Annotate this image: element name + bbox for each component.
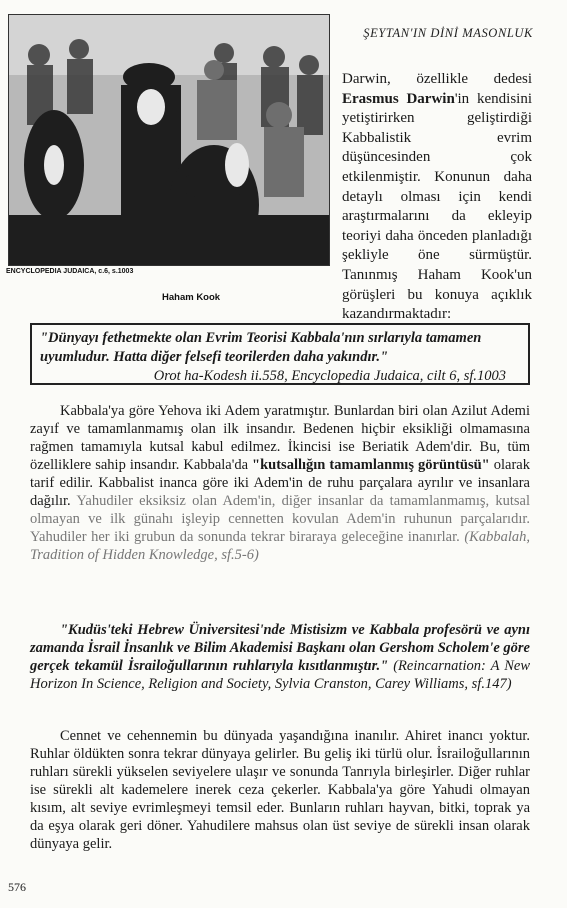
p2-bold: "Kudüs'teki Hebrew Üniversitesi'nde Mistisizm ve Kabbala profesörü ve aynı zamanda İsrail İnsanlık ve Bilim Akademisi Başkanı olan Gershom Scholem'e göre gerçek tekamül İsrailoğullarının ruhlarıyla kısıtlanmıştır." [30,622,530,674]
quote-source: Orot ha-Kodesh ii.558, Encyclopedia Judaica, cilt 6, sf.1003 [153,368,506,384]
side-paragraph [342,70,532,325]
historical-photo [8,14,330,266]
p2-citation: (Reincarnation: A New Horizon In Science, Religion and Society, Sylvia Cranston, Carey Williams, sf.147) [30,658,530,692]
p1-citation: (Kabbalah, Tradition of Hidden Knowledge, sf.5-6) [30,529,531,563]
side-text-part2: 'in kendisini yetiştirirken geliştirdiği Kabbalistik evrim düşüncesinden çok etkilenmiştir. Konunun daha detaylı olması için kendi araştırmalarını da ekleyip teoriyi daha önceden planladığı şekliyle öne sürmüştür. Tanınmış Haham Kook'un görüşleri bu konuya açıklık kazandırmaktadır: [342,90,532,323]
paragraph-3: Cennet ve cehennemin bu dünyada yaşandığına inanılır. Ahiret inancı yoktur. Ruhlar öldükten sonra tekrar dünyaya gelirler. Bu geliş iki türlü olur. İsrailoğullarının ruhları sürekli yükselen seviyelere ulaşır ve sonunda Tanrıyla birleşirler. Diğer ruhlar ise sürekli alt kademelere inerek ceza çekerler. Kabbala'ya göre Yahudi olmayan kısım, alt seviye evrimleşmeyi temsil eder. Bunların ruhları hayvan, bitki, toprak ya da eşya olarak geri döner. Yahudilere mahsus olan üst seviye de sürekli insan olarak dünyaya gelir. [30,728,530,852]
paragraph-2 [30,621,530,693]
side-text-bold: Erasmus Darwin [342,90,455,107]
p1-part1: Kabbala'ya göre Yehova iki Adem yaratmıştır. Bunlardan biri olan Azilut Ademi zayıf ve tamamlanmamış olan ilk insandır. Bedenen hiçbir eksikliği olmamasına rağmen tamamıyla kutsal kabul edilmez. İkincisi ise Beriatik Adem'dir. Bu, tüm özelliklere sahip insandır. Kabbala'da [30,403,530,473]
quote-box [30,323,530,385]
p1-bold: "kutsallığın tamamlanmış görüntüsü" [252,457,490,473]
photo-credit: ENCYCLOPEDIA JUDAICA, c.6, s.1003 [6,268,134,275]
paragraph-1 [30,402,530,564]
running-header: ŞEYTAN'IN DİNİ MASONLUK [363,26,533,40]
p1-faded: Yahudiler eksiksiz olan Adem'in, diğer insanlar da tamamlanmamış, kutsal olmayan ve ilk günahı işleyip cennetten kovulan Adem'in ruhunun parçalarıdır. Yahudiler her iki grubun da sonunda tekrar biraraya geleceğine inanırlar. [30,493,530,545]
side-text-part1: Darwin, özellikle dedesi [342,71,532,87]
photo-caption: Haham Kook [162,292,221,303]
crowd-photo-image [9,15,329,265]
quote-text: "Dünyayı fethetmekte olan Evrim Teorisi Kabbala'nın sırlarıyla tamamen uyumludur. Hatta diğer felsefi teorilerden daha yakındır." [40,330,482,365]
page-number: 576 [8,880,26,894]
p1-part2: olarak tarif edilir. Kabbalist inanca göre iki Adem'in de ruhu parçalara ayrılır ve insanlara dağılır. [30,457,530,509]
